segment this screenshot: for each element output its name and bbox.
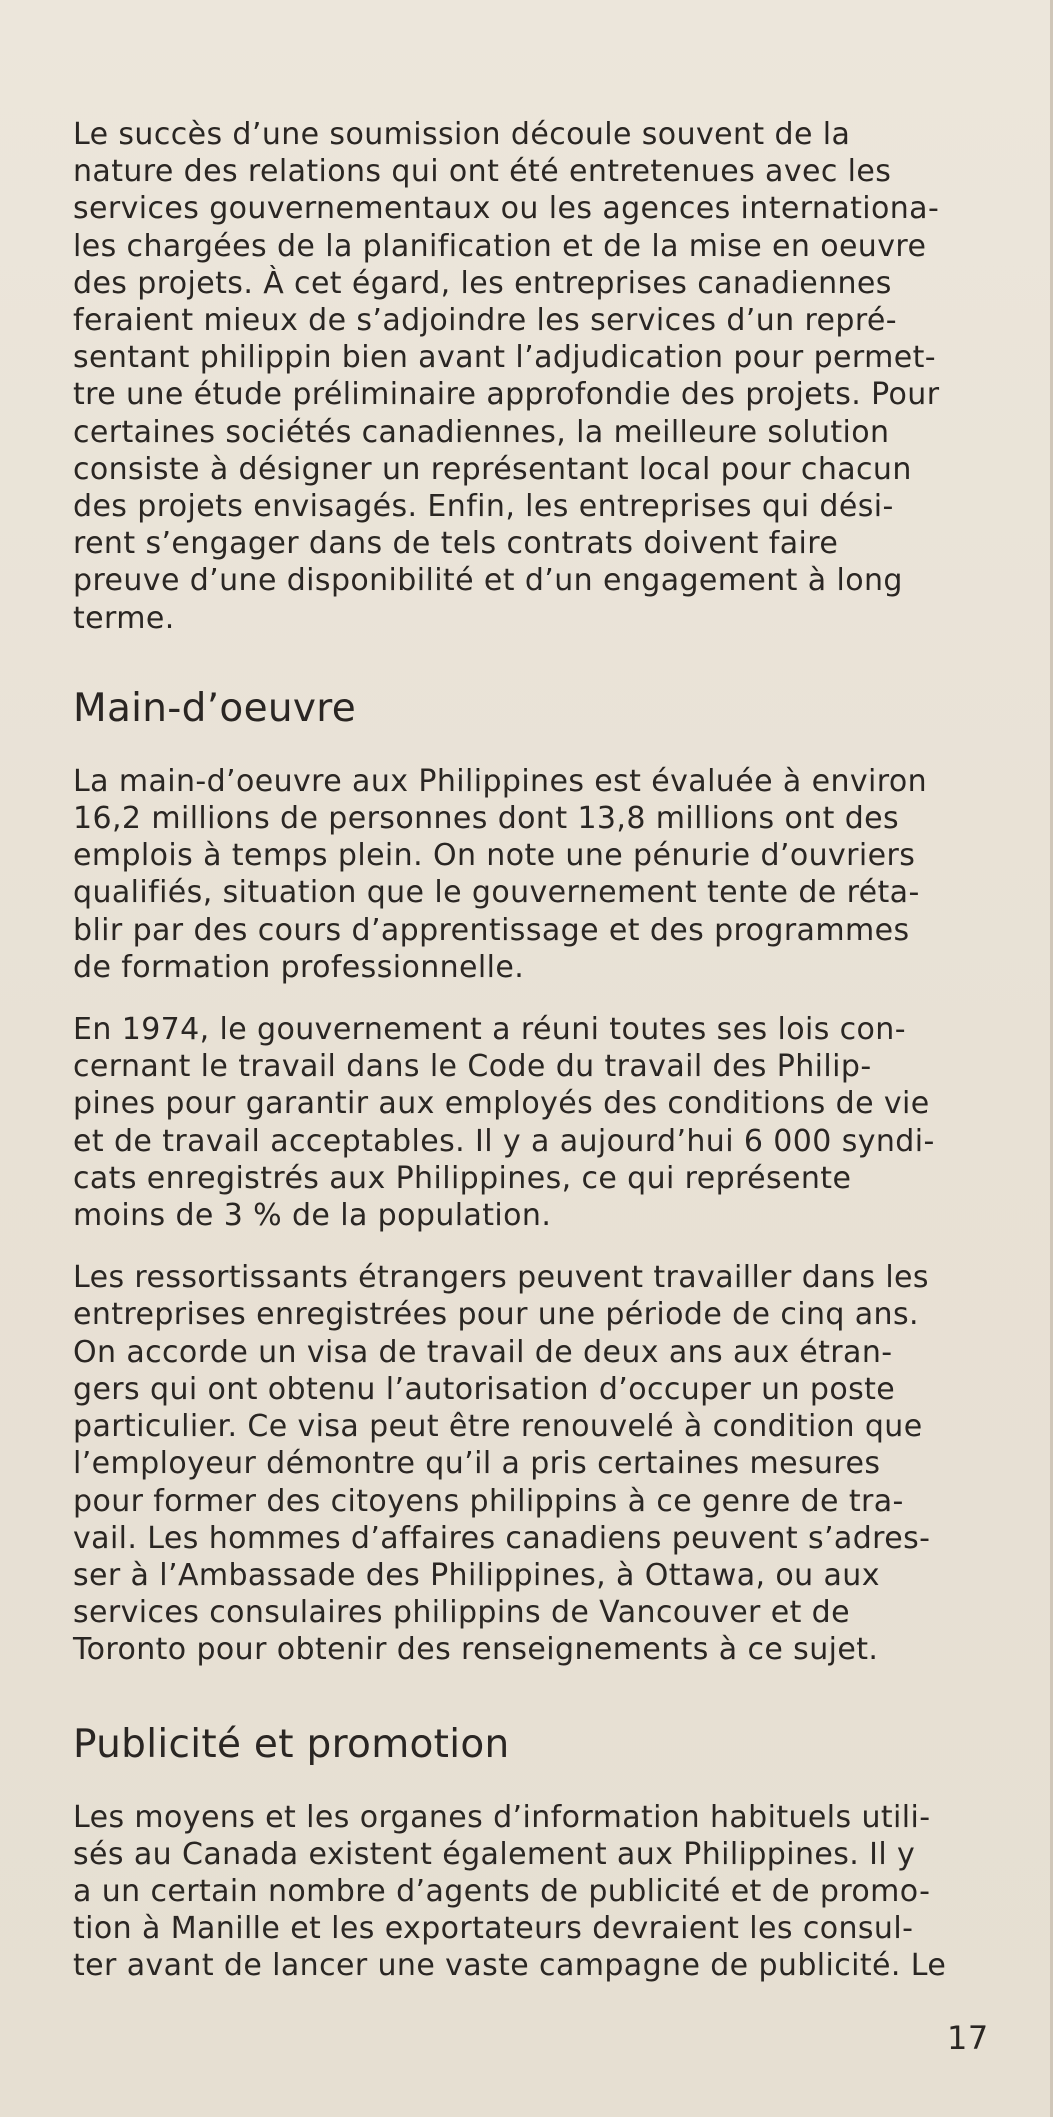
intro-paragraph: Le succès d’une soumission découle souvent de la nature des relations qui ont été entretenues avec les services gouvernementaux ou les agences internationa- les chargées de la planification et de la mise en oeuvre des projets. À cet égard, les entreprises canadiennes feraient mieux de s’adjoindre les services d’un repré- sentant philippin bien avant l’adjudication pour permet- tre une étude préliminaire approfondie des projets. Pour certaines sociétés canadiennes, la meilleure solution consiste à désigner un représentant local pour chacun des projets envisagés. Enfin, les entreprises qui dési- rent s’engager dans de tels contrats doivent faire preuve d’une disponibilité et d’un engagement à long terme. (73, 117, 940, 636)
section-heading-advertising: Publicité et promotion (73, 1721, 510, 1767)
labour-paragraph-1: La main-d’oeuvre aux Philippines est évaluée à environ 16,2 millions de personnes dont 13,8 millions ont des emplois à temps plein. On note une pénurie d’ouvriers qualifiés, situation que le gouvernement tente de réta- blir par des cours d’apprentissage et des programmes de formation professionnelle. (73, 763, 927, 985)
page-number: 17 (947, 2019, 989, 2057)
section-heading-labour: Main-d’oeuvre (73, 685, 357, 731)
advertising-paragraph-1: Les moyens et les organes d’information habituels utili- sés au Canada existent également aux Philippines. Il y a un certain nombre d’agents de publicité et de promo- tion à Manille et les exportateurs devraient les consul- ter avant de lancer une vaste campagne de publicité. Le (73, 1799, 947, 1984)
labour-paragraph-2: En 1974, le gouvernement a réuni toutes ses lois con- cernant le travail dans le Code du travail des Philip- pines pour garantir aux employés des conditions de vie et de travail acceptables. Il y a aujourd’hui 6 000 syndi- cats enregistrés aux Philippines, ce qui représente moins de 3 % de la population. (73, 1012, 935, 1234)
labour-paragraph-3: Les ressortissants étrangers peuvent travailler dans les entreprises enregistrées pour une période de cinq ans. On accorde un visa de travail de deux ans aux étran- gers qui ont obtenu l’autorisation d’occuper un poste particulier. Ce visa peut être renouvelé à condition que l’employeur démontre qu’il a pris certaines mesures pour former des citoyens philippins à ce genre de tra- vail. Les hommes d’affaires canadiens peuvent s’adres- ser à l’Ambassade des Philippines, à Ottawa, ou aux services consulaires philippins de Vancouver et de Toronto pour obtenir des renseignements à ce sujet. (73, 1260, 931, 1668)
page-content (73, 116, 1003, 1985)
